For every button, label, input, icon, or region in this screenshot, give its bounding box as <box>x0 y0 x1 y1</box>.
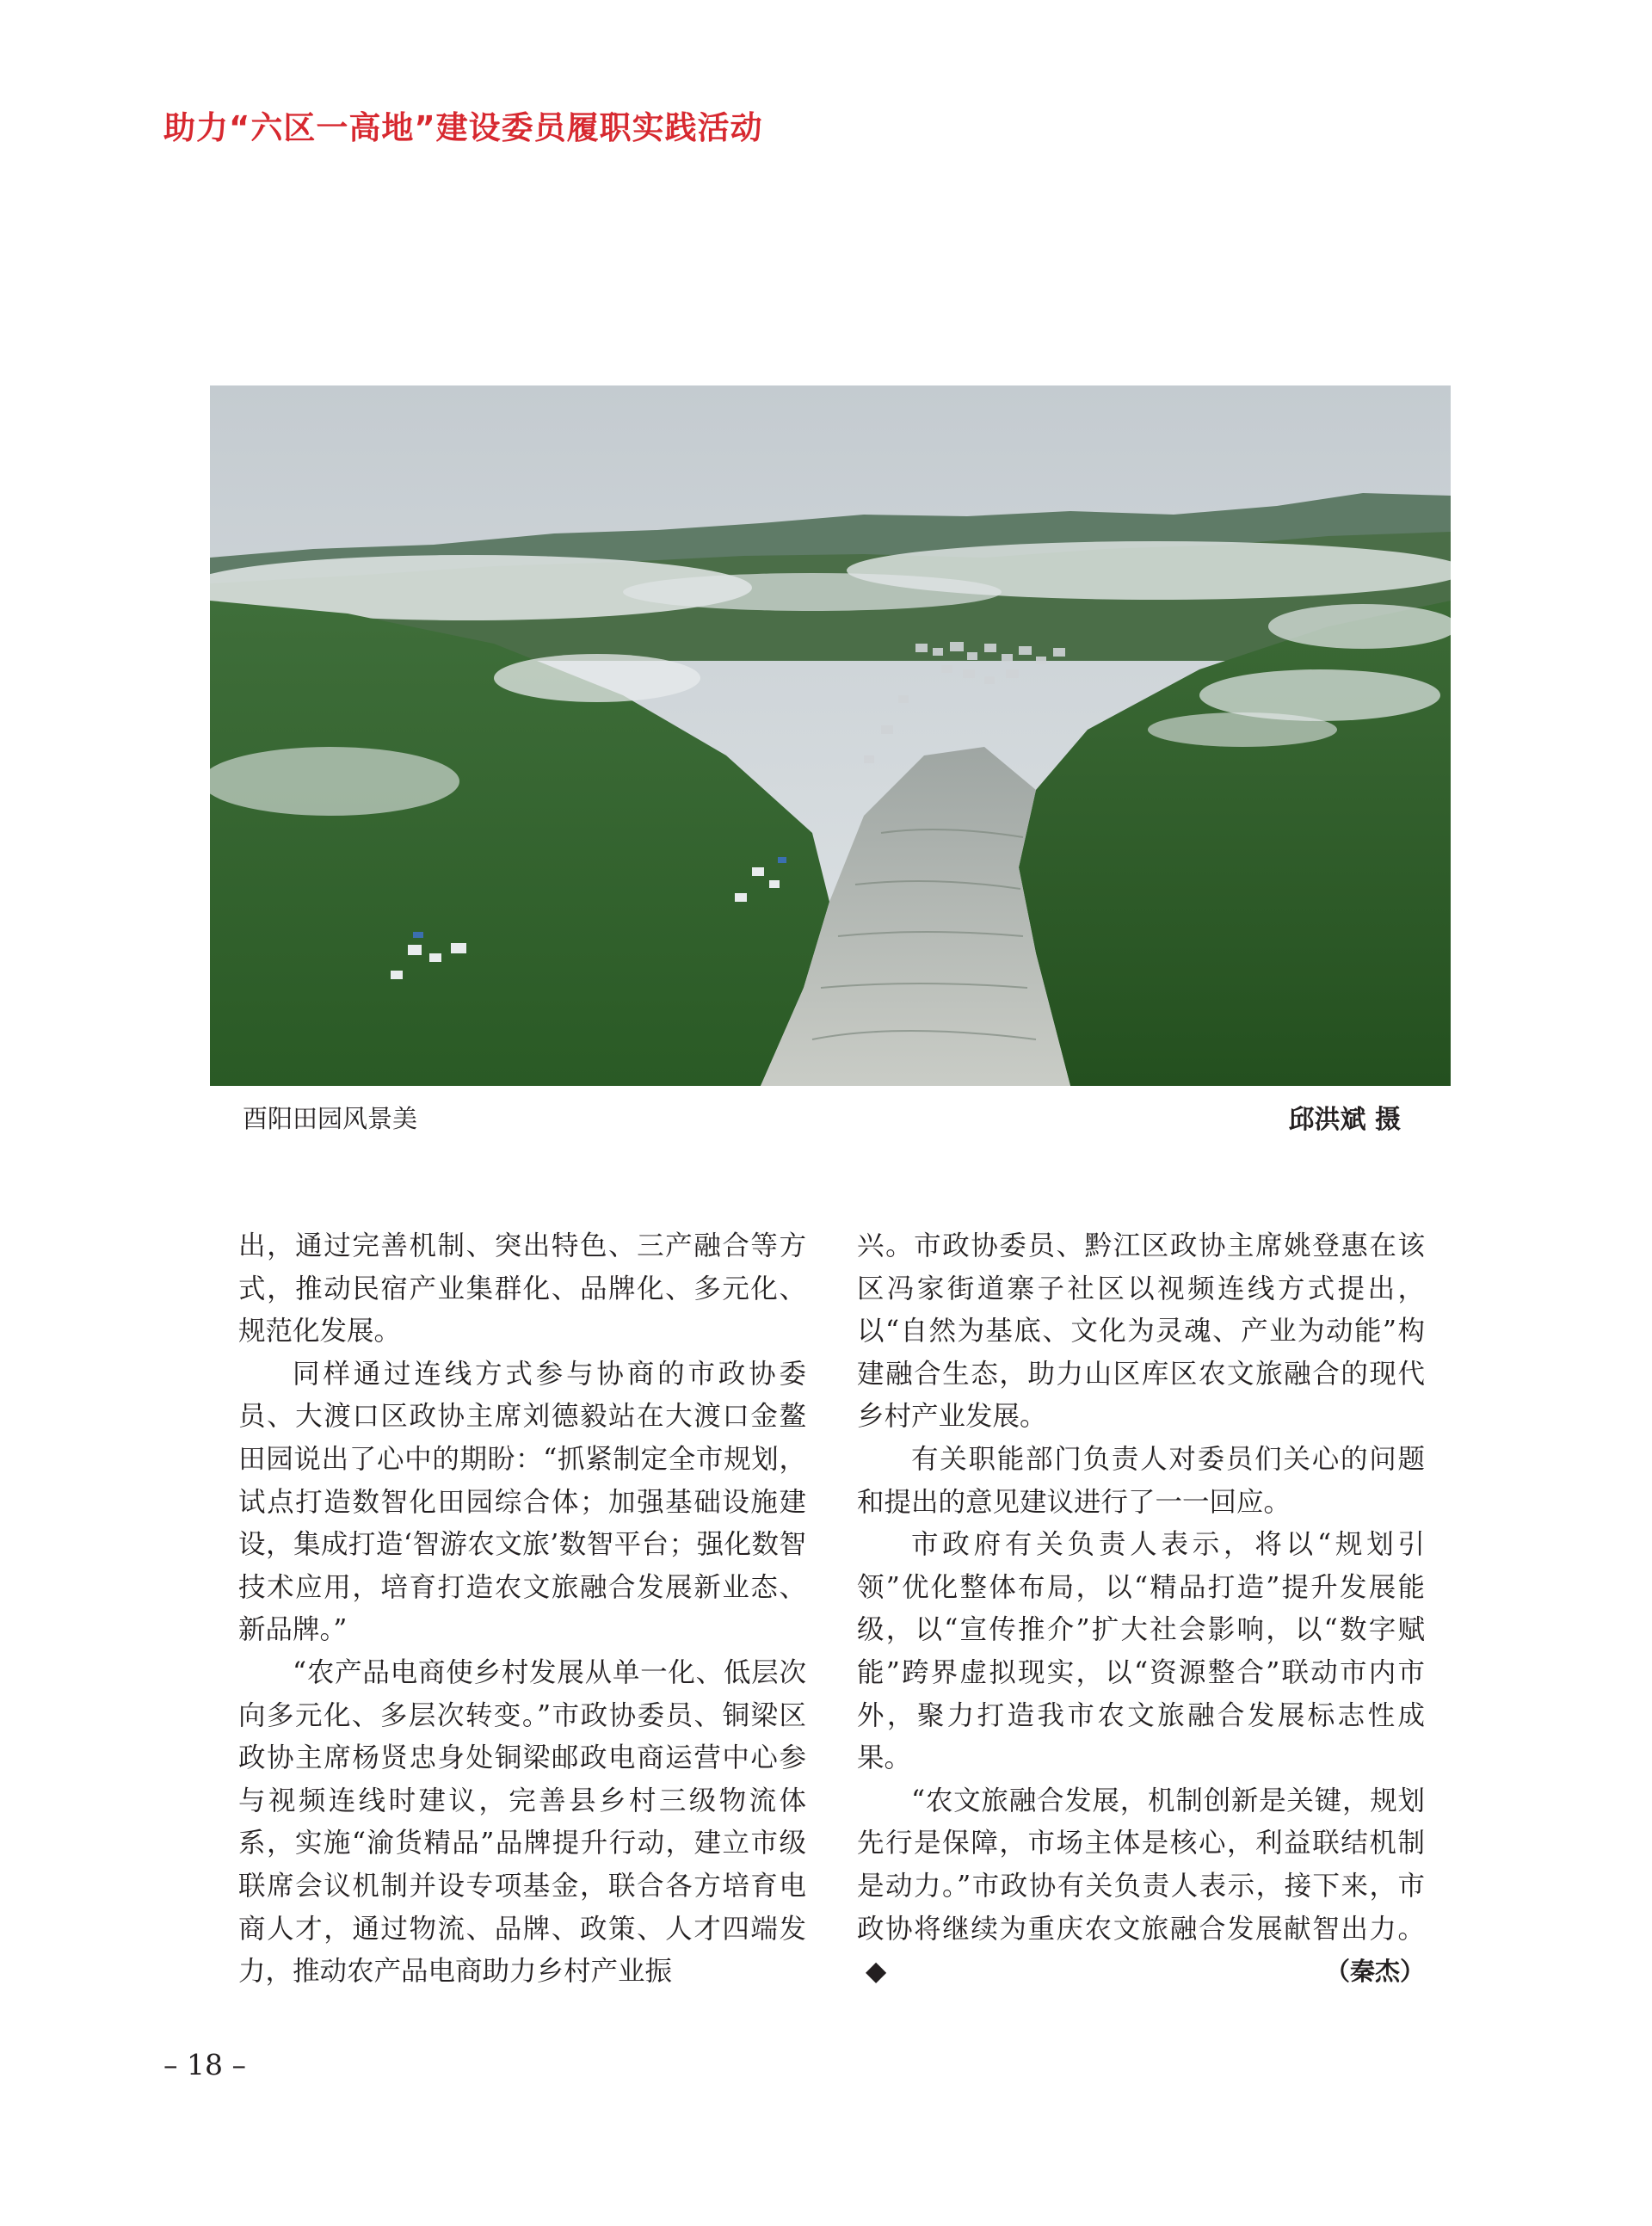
photo-credit: 邱洪斌 摄 <box>1288 1105 1401 1135</box>
paragraph: “农产品电商使乡村发展从单一化、低层次向多元化、多层次转变。”市政协委员、铜梁区政协主席杨贤忠身处铜梁邮政电商运营中心参与视频连线时建议，完善县乡村三级物流体系，实施“渝货精品”品牌提升行动，建立市级联席会议机制并设专项基金，联合各方培育电商人才，通过物流、品牌、政策、人才四端发力，推动农产品电商助力乡村产业振 <box>238 1656 806 1988</box>
article-column-right <box>857 1225 1425 1994</box>
landscape-photo <box>210 385 1451 1086</box>
end-diamond-icon: ◆ <box>866 1956 887 1988</box>
paragraph: 有关职能部门负责人对委员们关心的问题和提出的意见建议进行了一一回应。 <box>857 1443 1425 1518</box>
article-column-left <box>238 1225 806 1994</box>
paragraph: 同样通过连线方式参与协商的市政协委员、大渡口区政协主席刘德毅站在大渡口金鳌田园说出了心中的期盼：“抓紧制定全市规划，试点打造数智化田园综合体；加强基础设施建设，集成打造‘智游农文旅’数智平台；强化数智技术应用，培育打造农文旅融合发展新业态、新品牌。” <box>238 1358 806 1646</box>
paragraph: 出，通过完善机制、突出特色、三产融合等方式，推动民宿产业集群化、品牌化、多元化、规范化发展。 <box>238 1230 806 1347</box>
paragraph-final <box>857 1780 1425 1994</box>
article-author: （秦杰） <box>1324 1957 1425 1987</box>
section-header-title: 助力“六区一高地”建设委员履职实践活动 <box>163 109 763 146</box>
paragraph-text: “农文旅融合发展，机制创新是关键，规划先行是保障，市场主体是核心，利益联结机制是动力。”市政协有关负责人表示，接下来，市政协将继续为重庆农文旅融合发展献智出力。 <box>857 1785 1425 1945</box>
page-number: – 18 – <box>163 2048 246 2081</box>
paragraph: 兴。市政协委员、黔江区政协主席姚登惠在该区冯家街道寨子社区以视频连线方式提出，以“自然为基底、文化为灵魂、产业为动能”构建融合生态，助力山区库区农文旅融合的现代乡村产业发展。 <box>857 1230 1425 1433</box>
paragraph: 市政府有关负责人表示，将以“规划引领”优化整体布局，以“精品打造”提升发展能级，以“宣传推介”扩大社会影响，以“数字赋能”跨界虚拟现实，以“资源整合”联动市内市外，聚力打造我市农文旅融合发展标志性成果。 <box>857 1529 1425 1774</box>
photo-caption: 酉阳田园风景美 <box>243 1104 418 1133</box>
